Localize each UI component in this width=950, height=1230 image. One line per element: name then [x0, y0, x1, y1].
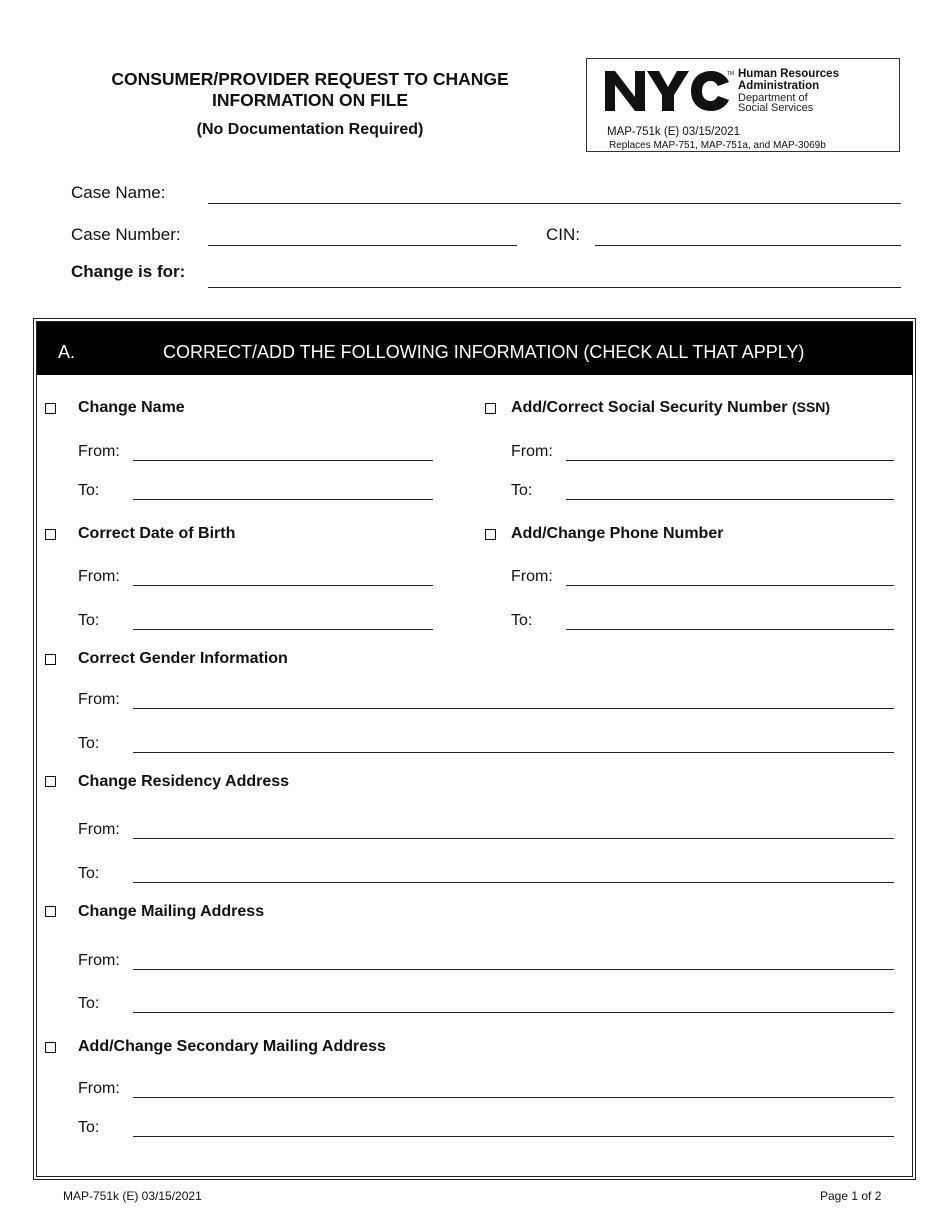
ssn-checkbox[interactable]	[485, 403, 496, 414]
case-name-field[interactable]	[208, 203, 901, 204]
section-title: CORRECT/ADD THE FOLLOWING INFORMATION (CHECK ALL THAT APPLY)	[163, 342, 805, 362]
gender-from-label: From:	[78, 691, 120, 708]
secondary-mailing-title: Add/Change Secondary Mailing Address	[78, 1038, 386, 1055]
cin-field[interactable]	[595, 245, 901, 246]
gender-to-label: To:	[78, 735, 100, 752]
gender-from-field[interactable]	[133, 708, 894, 709]
phone-to-label: To:	[511, 612, 533, 629]
gender-checkbox[interactable]	[45, 654, 56, 665]
change-name-to-label: To:	[78, 482, 100, 499]
gender-title: Correct Gender Information	[78, 650, 288, 667]
cin-label: CIN:	[546, 225, 580, 244]
mailing-from-label: From:	[78, 952, 120, 969]
ssn-from-label: From:	[511, 443, 553, 460]
dob-to-field[interactable]	[133, 629, 433, 630]
change-name-title: Change Name	[78, 399, 185, 416]
form-id: MAP-751k (E) 03/15/2021	[607, 126, 740, 138]
change-name-checkbox[interactable]	[45, 403, 56, 414]
mailing-checkbox[interactable]	[45, 906, 56, 917]
dob-checkbox[interactable]	[45, 529, 56, 540]
case-number-field[interactable]	[208, 245, 517, 246]
residency-from-label: From:	[78, 821, 120, 838]
agency-box	[586, 58, 900, 152]
secondary-mailing-from-field[interactable]	[133, 1097, 894, 1098]
mailing-title: Change Mailing Address	[78, 903, 265, 920]
secondary-mailing-from-label: From:	[78, 1080, 120, 1097]
form-title-line2: INFORMATION ON FILE	[211, 90, 409, 110]
replaces-note: Replaces MAP-751, MAP-751a, and MAP-3069b	[609, 140, 826, 151]
case-name-label: Case Name:	[71, 183, 166, 202]
residency-from-field[interactable]	[133, 838, 894, 839]
phone-from-field[interactable]	[566, 585, 894, 586]
nyc-logo	[605, 69, 733, 113]
page-number: Page 1 of 2	[820, 1189, 882, 1203]
dob-title: Correct Date of Birth	[78, 525, 236, 542]
phone-to-field[interactable]	[566, 629, 894, 630]
secondary-mailing-to-label: To:	[78, 1119, 100, 1136]
mailing-to-label: To:	[78, 995, 100, 1012]
residency-checkbox[interactable]	[45, 776, 56, 787]
change-name-to-field[interactable]	[133, 499, 433, 500]
ssn-to-field[interactable]	[566, 499, 894, 500]
ssn-to-label: To:	[511, 482, 533, 499]
section-a-header	[37, 322, 913, 375]
mailing-to-field[interactable]	[133, 1012, 894, 1013]
change-for-field[interactable]	[208, 287, 901, 288]
residency-to-field[interactable]	[133, 882, 894, 883]
dob-from-field[interactable]	[133, 585, 433, 586]
mailing-from-field[interactable]	[133, 969, 894, 970]
secondary-mailing-checkbox[interactable]	[45, 1042, 56, 1053]
dob-from-label: From:	[78, 568, 120, 585]
phone-checkbox[interactable]	[485, 529, 496, 540]
phone-title: Add/Change Phone Number	[511, 525, 724, 542]
agency-name: Human Resources Administration	[738, 68, 839, 92]
form-title-line1: CONSUMER/PROVIDER REQUEST TO CHANGE	[111, 69, 509, 89]
phone-from-label: From:	[511, 568, 553, 585]
change-name-from-label: From:	[78, 443, 120, 460]
svg-text:TM: TM	[727, 71, 735, 77]
department-name: Department of Social Services	[738, 92, 814, 114]
ssn-title: Add/Correct Social Security Number (SSN)	[511, 399, 831, 416]
change-for-label: Change is for:	[71, 262, 186, 281]
case-number-label: Case Number:	[71, 225, 181, 244]
residency-to-label: To:	[78, 865, 100, 882]
ssn-from-field[interactable]	[566, 460, 894, 461]
footer-form-id: MAP-751k (E) 03/15/2021	[63, 1189, 202, 1203]
section-letter: A.	[58, 342, 76, 362]
secondary-mailing-to-field[interactable]	[133, 1136, 894, 1137]
gender-to-field[interactable]	[133, 752, 894, 753]
change-name-from-field[interactable]	[133, 460, 433, 461]
residency-title: Change Residency Address	[78, 773, 290, 790]
form-subtitle: (No Documentation Required)	[196, 121, 424, 138]
dob-to-label: To:	[78, 612, 100, 629]
